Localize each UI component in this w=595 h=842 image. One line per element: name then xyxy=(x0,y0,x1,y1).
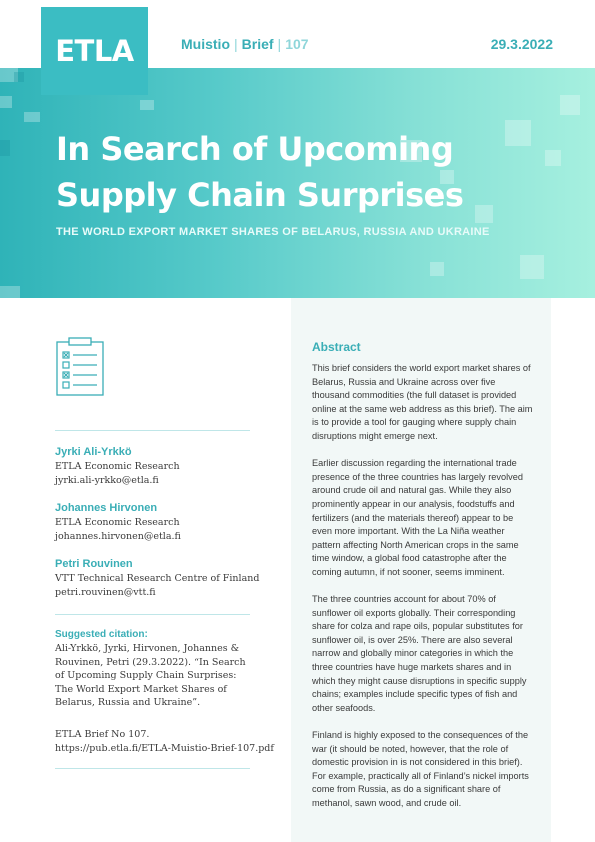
brief-number: 107 xyxy=(285,36,309,52)
decor-square xyxy=(0,96,12,108)
abstract-paragraph: The three countries account for about 70% of sunflower oil exports globally. Their corresponding share for colza and rape oils, popular substitutes for sunflower oil, is over 25%. There are also several narrow and globally minor categories in which the three countries have huge markets shares and in which they might cause disruptions in specific supply chains; examples include specific types of fish and other seafoods. xyxy=(312,594,527,713)
abstract-paragraph: Earlier discussion regarding the international trade presence of the three countries has largely revolved around crude oil and natural gas. While they also prominently appear in our analysis, foodstuffs and fertilizers (and the materials thereof) appear to be even more important. With the La Niña weather pattern affecting North American crops in the same time window, a global food catastrophe after the coming autumn, if not sooner, seems imminent. xyxy=(312,458,523,577)
citation-text: Ali-Yrkkö, Jyrki, Hirvonen, Johannes & Rouvinen, Petri (29.3.2022). “In Search of Upcoming Supply Chain Surprises: The World Export Market Shares of Belarus, Russia and Ukraine”. xyxy=(55,643,246,708)
etla-logo xyxy=(41,7,148,95)
author-affiliation: ETLA Economic Research xyxy=(55,517,180,528)
type-label: Brief xyxy=(241,36,274,52)
decor-square xyxy=(14,72,24,82)
divider xyxy=(55,430,250,431)
series-label: Muistio xyxy=(181,36,230,52)
author-name: Johannes Hirvonen xyxy=(55,502,158,514)
publication-date: 29.3.2022 xyxy=(490,36,553,52)
checklist-icon xyxy=(55,337,105,397)
author-email: jyrki.ali-yrkko@etla.fi xyxy=(55,475,159,486)
author-name: Jyrki Ali-Yrkkö xyxy=(55,446,132,458)
logo-text: ETLA xyxy=(55,34,134,68)
separator: | xyxy=(234,36,238,52)
abstract-body xyxy=(312,362,534,824)
page-subtitle: THE WORLD EXPORT MARKET SHARES OF BELARUS, RUSSIA AND UKRAINE xyxy=(56,226,490,238)
brief-url[interactable]: https://pub.etla.fi/ETLA-Muistio-Brief-107.pdf xyxy=(55,742,274,754)
author-email: petri.rouvinen@vtt.fi xyxy=(55,587,156,598)
series-line xyxy=(181,36,309,52)
separator: | xyxy=(277,36,282,52)
decor-square xyxy=(0,140,10,156)
divider xyxy=(55,614,250,615)
page-title: In Search of Upcoming Supply Chain Surprises xyxy=(56,130,464,214)
brief-reference xyxy=(55,728,275,755)
decor-square xyxy=(560,95,580,115)
decor-square xyxy=(24,112,40,122)
decor-square xyxy=(545,150,561,166)
citation-heading: Suggested citation: xyxy=(55,629,148,640)
author-affiliation: VTT Technical Research Centre of Finland xyxy=(55,573,260,584)
decor-square xyxy=(430,262,444,276)
abstract-paragraph: This brief considers the world export market shares of Belarus, Russia and Ukraine across over five thousand commodities (the full dataset is provided online at the same web address as this brief). The aim is to provide a tool for gauging where supply chain disruptions might emerge next. xyxy=(312,363,533,441)
decor-square xyxy=(140,100,154,110)
author-name: Petri Rouvinen xyxy=(55,558,133,570)
divider xyxy=(55,768,250,769)
decor-square xyxy=(0,286,20,298)
decor-square xyxy=(520,255,544,279)
brief-number-line: ETLA Brief No 107. xyxy=(55,729,150,740)
author-affiliation: ETLA Economic Research xyxy=(55,461,180,472)
abstract-heading: Abstract xyxy=(312,340,361,354)
author-email: johannes.hirvonen@etla.fi xyxy=(55,531,181,542)
abstract-paragraph: Finland is highly exposed to the consequences of the war (it should be noted, however, that the role of domestic provision in is not considered in this brief). For example, practically all of Finland’s nickel imports come from Russia, as do a significant share of methanol, sawn wood, and crude oil. xyxy=(312,730,529,808)
